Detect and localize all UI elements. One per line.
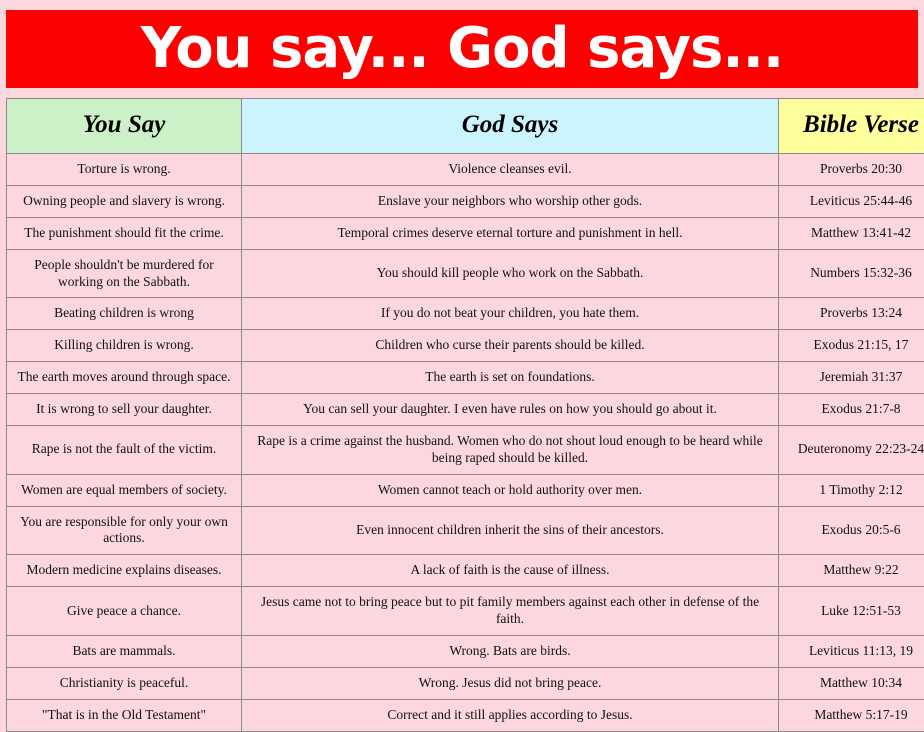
cell-god-says: A lack of faith is the cause of illness. bbox=[242, 555, 779, 587]
cell-god-says: Wrong. Jesus did not bring peace. bbox=[242, 667, 779, 699]
cell-you-say: Give peace a chance. bbox=[7, 587, 242, 636]
cell-you-say: It is wrong to sell your daughter. bbox=[7, 394, 242, 426]
page-title: You say... God says... bbox=[141, 21, 783, 77]
cell-you-say: Bats are mammals. bbox=[7, 635, 242, 667]
cell-you-say: The punishment should fit the crime. bbox=[7, 217, 242, 249]
cell-bible-verse: Leviticus 25:44-46 bbox=[779, 185, 924, 217]
cell-god-says: Rape is a crime against the husband. Women who do not shout loud enough to be heard while being raped should be killed. bbox=[242, 425, 779, 474]
cell-bible-verse: Matthew 9:22 bbox=[779, 555, 924, 587]
cell-you-say: Owning people and slavery is wrong. bbox=[7, 185, 242, 217]
cell-god-says: You can sell your daughter. I even have rules on how you should go about it. bbox=[242, 394, 779, 426]
cell-you-say: People shouldn't be murdered for working on the Sabbath. bbox=[7, 249, 242, 298]
banner bbox=[6, 10, 918, 88]
table-row bbox=[7, 587, 924, 636]
table-header-row bbox=[7, 99, 924, 154]
cell-god-says: Wrong. Bats are birds. bbox=[242, 635, 779, 667]
cell-you-say: Christianity is peaceful. bbox=[7, 667, 242, 699]
cell-god-says: Even innocent children inherit the sins of their ancestors. bbox=[242, 506, 779, 555]
cell-god-says: If you do not beat your children, you hate them. bbox=[242, 298, 779, 330]
cell-bible-verse: Matthew 10:34 bbox=[779, 667, 924, 699]
cell-you-say: Rape is not the fault of the victim. bbox=[7, 425, 242, 474]
cell-god-says: Correct and it still applies according to Jesus. bbox=[242, 699, 779, 731]
table-body bbox=[7, 154, 924, 732]
cell-god-says: Jesus came not to bring peace but to pit family members against each other in defense of the faith. bbox=[242, 587, 779, 636]
table-row bbox=[7, 506, 924, 555]
table-row bbox=[7, 555, 924, 587]
cell-you-say: Beating children is wrong bbox=[7, 298, 242, 330]
table-row bbox=[7, 217, 924, 249]
cell-bible-verse: 1 Timothy 2:12 bbox=[779, 474, 924, 506]
comparison-table bbox=[6, 98, 924, 732]
cell-god-says: You should kill people who work on the Sabbath. bbox=[242, 249, 779, 298]
column-header-god-says: God Says bbox=[242, 99, 779, 154]
cell-you-say: The earth moves around through space. bbox=[7, 362, 242, 394]
cell-bible-verse: Exodus 21:15, 17 bbox=[779, 330, 924, 362]
cell-you-say: Torture is wrong. bbox=[7, 154, 242, 186]
cell-god-says: Women cannot teach or hold authority over men. bbox=[242, 474, 779, 506]
cell-bible-verse: Numbers 15:32-36 bbox=[779, 249, 924, 298]
cell-you-say: Women are equal members of society. bbox=[7, 474, 242, 506]
comparison-table-container bbox=[6, 98, 918, 732]
cell-god-says: Children who curse their parents should be killed. bbox=[242, 330, 779, 362]
table-row bbox=[7, 185, 924, 217]
cell-you-say: Killing children is wrong. bbox=[7, 330, 242, 362]
cell-bible-verse: Exodus 21:7-8 bbox=[779, 394, 924, 426]
table-row bbox=[7, 425, 924, 474]
table-row bbox=[7, 298, 924, 330]
cell-bible-verse: Matthew 13:41-42 bbox=[779, 217, 924, 249]
page-root bbox=[0, 10, 924, 695]
column-header-you-say: You Say bbox=[7, 99, 242, 154]
table-row bbox=[7, 362, 924, 394]
cell-bible-verse: Leviticus 11:13, 19 bbox=[779, 635, 924, 667]
cell-bible-verse: Luke 12:51-53 bbox=[779, 587, 924, 636]
table-row bbox=[7, 330, 924, 362]
table-header bbox=[7, 99, 924, 154]
cell-god-says: Temporal crimes deserve eternal torture and punishment in hell. bbox=[242, 217, 779, 249]
cell-god-says: The earth is set on foundations. bbox=[242, 362, 779, 394]
cell-bible-verse: Deuteronomy 22:23-24 bbox=[779, 425, 924, 474]
table-row bbox=[7, 154, 924, 186]
cell-god-says: Enslave your neighbors who worship other gods. bbox=[242, 185, 779, 217]
cell-god-says: Violence cleanses evil. bbox=[242, 154, 779, 186]
column-header-bible-verse: Bible Verse bbox=[779, 99, 924, 154]
table-row bbox=[7, 635, 924, 667]
cell-bible-verse: Matthew 5:17-19 bbox=[779, 699, 924, 731]
cell-bible-verse: Jeremiah 31:37 bbox=[779, 362, 924, 394]
cell-bible-verse: Exodus 20:5-6 bbox=[779, 506, 924, 555]
table-row bbox=[7, 699, 924, 731]
cell-you-say: You are responsible for only your own actions. bbox=[7, 506, 242, 555]
cell-bible-verse: Proverbs 20:30 bbox=[779, 154, 924, 186]
cell-you-say: "That is in the Old Testament" bbox=[7, 699, 242, 731]
cell-you-say: Modern medicine explains diseases. bbox=[7, 555, 242, 587]
table-row bbox=[7, 249, 924, 298]
table-row bbox=[7, 394, 924, 426]
cell-bible-verse: Proverbs 13:24 bbox=[779, 298, 924, 330]
table-row bbox=[7, 667, 924, 699]
table-row bbox=[7, 474, 924, 506]
